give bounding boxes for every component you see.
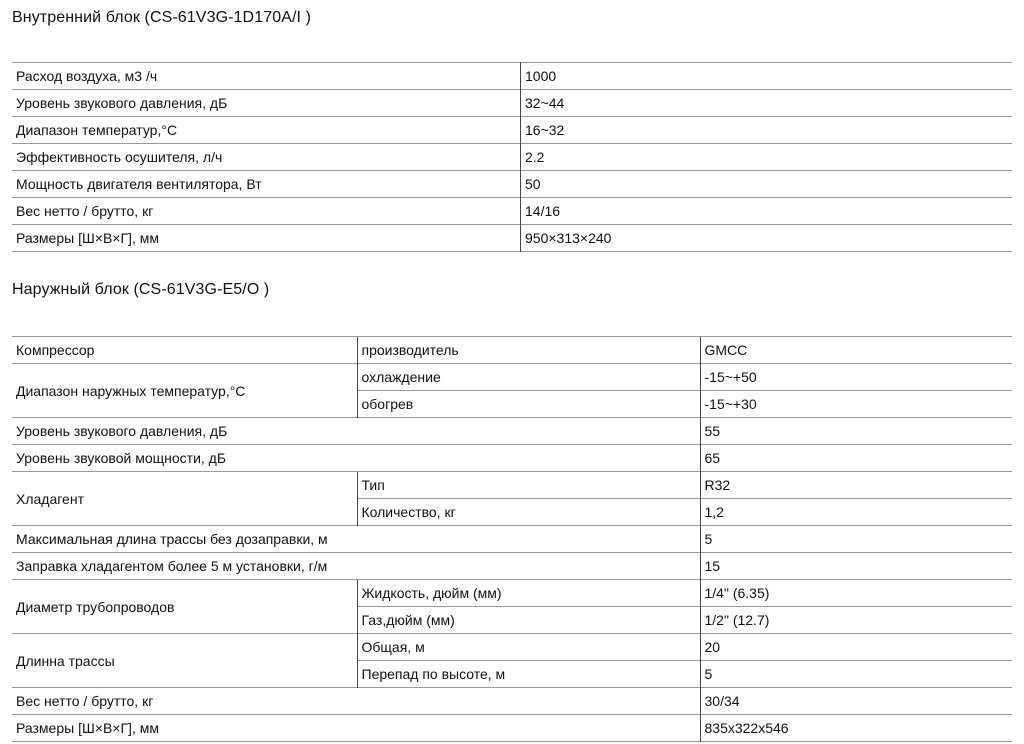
table-row — [12, 472, 1012, 499]
spec-value: 2.2 — [521, 144, 1013, 171]
spec-value: 950×313×240 — [521, 225, 1013, 252]
spec-value: 16~32 — [521, 117, 1013, 144]
spec-sublabel: Общая, м — [357, 634, 700, 661]
indoor-spec-table — [12, 62, 1012, 252]
outdoor-spec-table — [12, 336, 1012, 742]
spec-value: 32~44 — [521, 90, 1013, 117]
outdoor-unit-title: Наружный блок (CS-61V3G-E5/O ) — [12, 281, 270, 298]
spec-value: 1,2 — [700, 499, 1012, 526]
spec-label: Вес нетто / брутто, кг — [16, 203, 154, 219]
spec-label: Вес нетто / брутто, кг — [12, 688, 700, 715]
spec-value: 20 — [700, 634, 1012, 661]
table-row — [12, 634, 1012, 661]
spec-label: Компрессор — [12, 337, 357, 364]
spec-value: 1000 — [521, 63, 1013, 90]
table-row — [12, 418, 1012, 445]
table-row — [12, 90, 1012, 117]
spec-value: -15~+50 — [700, 364, 1012, 391]
spec-value: 835x322x546 — [700, 715, 1012, 742]
spec-value: 50 — [521, 171, 1013, 198]
table-row — [12, 715, 1012, 742]
table-row — [12, 225, 1012, 252]
spec-label: Размеры [Ш×В×Г], мм — [12, 715, 700, 742]
spec-label: Хладагент — [12, 472, 357, 526]
table-row — [12, 117, 1012, 144]
spec-label: Диапазон температур,°С — [16, 122, 178, 138]
spec-sublabel: охлаждение — [357, 364, 700, 391]
table-row — [12, 144, 1012, 171]
spec-label: Максимальная длина трассы без дозаправки, м — [12, 526, 700, 553]
spec-label: Уровень звуковой мощности, дБ — [12, 445, 700, 472]
spec-label: Уровень звукового давления, дБ — [16, 95, 228, 111]
table-row — [12, 445, 1012, 472]
table-row — [12, 580, 1012, 607]
spec-sublabel: Газ,дюйм (мм) — [357, 607, 700, 634]
table-row — [12, 198, 1012, 225]
spec-label: Диапазон наружных температур,°С — [12, 364, 357, 418]
table-row — [12, 63, 1012, 90]
spec-sublabel: Перепад по высоте, м — [357, 661, 700, 688]
spec-label: Мощность двигателя вентилятора, Вт — [16, 176, 262, 192]
spec-value: 5 — [700, 661, 1012, 688]
table-row — [12, 688, 1012, 715]
spec-value: R32 — [700, 472, 1012, 499]
spec-value: -15~+30 — [700, 391, 1012, 418]
spec-value: 5 — [700, 526, 1012, 553]
spec-sublabel: Тип — [357, 472, 700, 499]
spec-label: Длинна трассы — [12, 634, 357, 688]
spec-value: 30/34 — [700, 688, 1012, 715]
spec-value: 15 — [700, 553, 1012, 580]
spec-sublabel: Количество, кг — [357, 499, 700, 526]
spec-label: Уровень звукового давления, дБ — [12, 418, 700, 445]
spec-value: 1/4" (6.35) — [700, 580, 1012, 607]
table-row — [12, 171, 1012, 198]
spec-sublabel: производитель — [357, 337, 700, 364]
spec-label: Размеры [Ш×В×Г], мм — [16, 230, 159, 246]
spec-value: 1/2" (12.7) — [700, 607, 1012, 634]
spec-label: Эффективность осушителя, л/ч — [16, 149, 223, 165]
spec-value: 14/16 — [521, 198, 1013, 225]
spec-value: GMCC — [700, 337, 1012, 364]
table-row — [12, 364, 1012, 391]
table-row — [12, 553, 1012, 580]
spec-sublabel: Жидкость, дюйм (мм) — [357, 580, 700, 607]
spec-label: Заправка хладагентом более 5 м установки, г/м — [12, 553, 700, 580]
spec-sublabel: обогрев — [357, 391, 700, 418]
table-row — [12, 526, 1012, 553]
indoor-unit-title: Внутренний блок (CS-61V3G-1D170A/I ) — [12, 9, 312, 26]
spec-label: Диаметр трубопроводов — [12, 580, 357, 634]
spec-value: 65 — [700, 445, 1012, 472]
table-row — [12, 337, 1012, 364]
spec-value: 55 — [700, 418, 1012, 445]
spec-label: Расход воздуха, м3 /ч — [16, 68, 158, 84]
